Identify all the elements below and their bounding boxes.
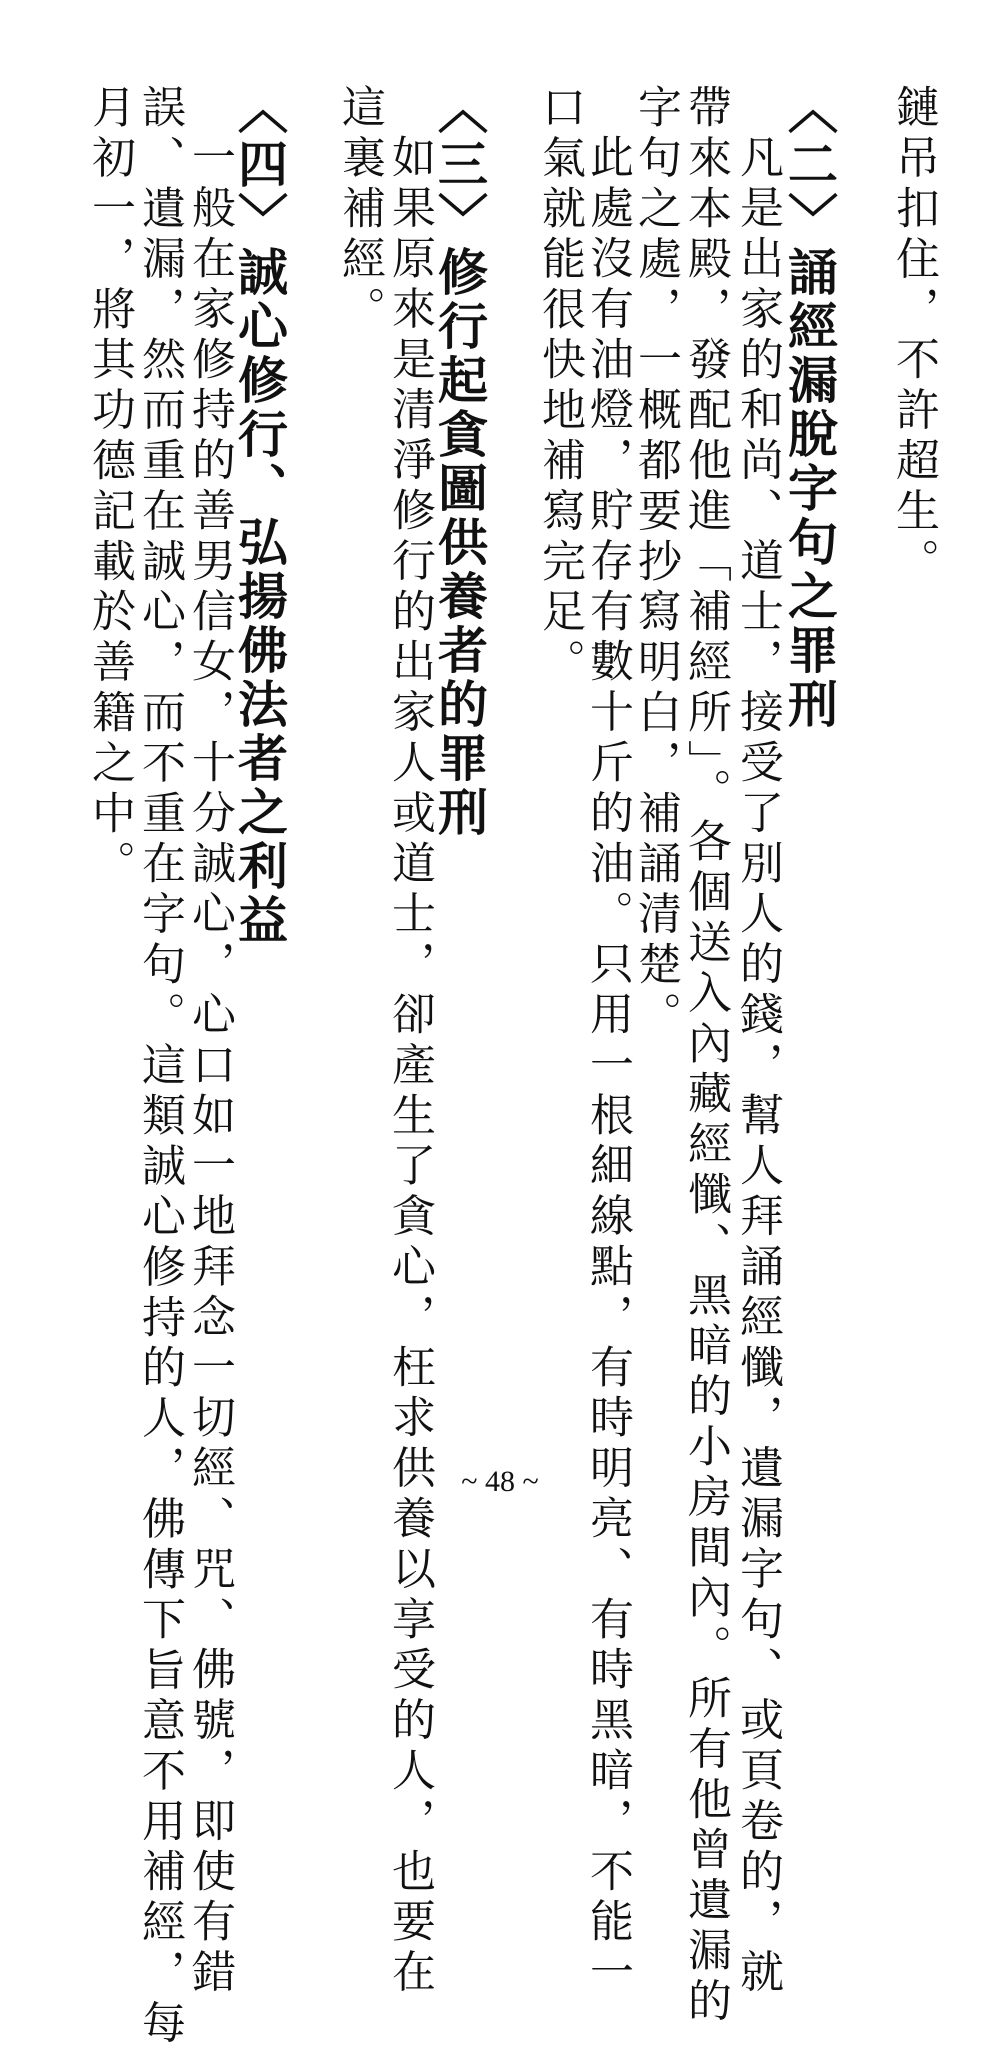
text-column-7: 口氣就能很快地補寫完足。 — [534, 84, 585, 689]
section-heading-4: 〈四〉誠心修行、弘揚佛法者之利益 — [230, 84, 289, 948]
text-column-10: 這裏補經。 — [334, 84, 385, 336]
text-column-3: 凡是出家的和尚、道士，接受了別人的錢，幫人拜誦經懺，遺漏字句、或頁卷的，就 — [732, 134, 783, 1999]
text-column-4: 帶來本殿，發配他進「補經所」。各個送入內藏經懺、黑暗的小房間內。所有他曾遺漏的 — [680, 84, 731, 2028]
page-number: ~ 48 ~ — [461, 1465, 539, 1498]
text-column-13: 誤、遺漏，然而重在誠心，而不重在字句。這類誠心修持的人，佛傳下旨意不用補經，每 — [134, 84, 185, 2050]
text-column-6: 此處沒有油燈，貯存有數十斤的油。只用一根細線點，有時明亮、有時黑暗，不能一 — [582, 134, 633, 1999]
section-heading-2: 〈二〉誦經漏脫字句之罪刑 — [780, 84, 839, 732]
text-column-9: 如果原來是清淨修行的出家人或道士，卻產生了貪心，枉求供養以享受的人，也要在 — [384, 134, 435, 1999]
text-column-14: 月初一，將其功德記載於善籍之中。 — [84, 84, 135, 891]
text-column-5: 字句之處，一概都要抄寫明白，補誦清楚。 — [630, 84, 681, 1042]
text-column-1: 鏈吊扣住，不許超生。 — [888, 84, 939, 588]
text-column-12: 一般在家修持的善男信女，十分誠心，心口如一地拜念一切經、咒、佛號，即使有錯 — [184, 134, 235, 1999]
section-heading-3: 〈三〉修行起貪圖供養者的罪刑 — [430, 84, 489, 840]
